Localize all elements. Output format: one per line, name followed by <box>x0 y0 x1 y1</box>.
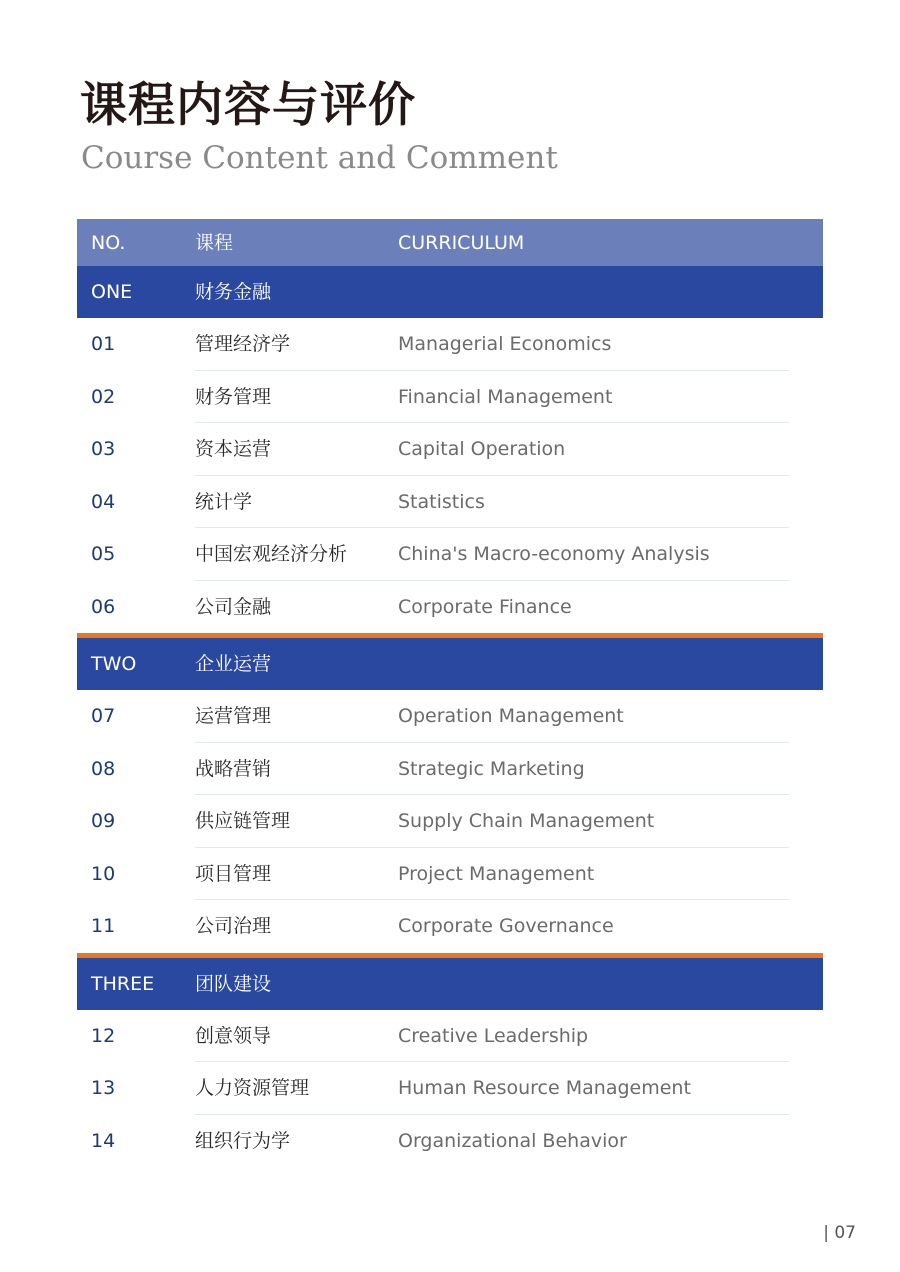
table-row <box>77 848 823 901</box>
course-number: 01 <box>91 333 116 355</box>
header-curriculum: CURRICULUM <box>398 232 525 254</box>
course-name-en: Operation Management <box>398 705 624 727</box>
section-one <box>77 266 823 633</box>
course-name-zh: 创意领导 <box>195 1024 272 1047</box>
section-number: ONE <box>91 281 133 303</box>
section-name: 财务金融 <box>195 281 272 303</box>
section-header <box>77 638 823 690</box>
course-name-zh: 供应链管理 <box>195 810 291 832</box>
course-name-zh: 公司金融 <box>195 595 272 618</box>
table-row <box>77 581 823 634</box>
table-row <box>77 900 823 953</box>
curriculum-table <box>77 219 823 1167</box>
table-row <box>77 795 823 848</box>
section-two <box>77 633 823 953</box>
course-name-zh: 组织行为学 <box>195 1129 291 1152</box>
course-number: 03 <box>91 438 116 460</box>
course-number: 09 <box>91 810 116 832</box>
section-number: TWO <box>91 653 137 675</box>
course-name-zh: 中国宏观经济分析 <box>195 543 348 565</box>
course-name-en: Project Management <box>398 862 595 885</box>
course-number: 02 <box>91 385 116 408</box>
course-number: 14 <box>91 1129 116 1152</box>
course-name-zh: 人力资源管理 <box>195 1077 310 1099</box>
section-name: 企业运营 <box>195 653 272 675</box>
section-number: THREE <box>91 972 155 995</box>
section-three <box>77 953 823 1168</box>
course-name-zh: 财务管理 <box>195 385 272 408</box>
page-number: | 07 <box>823 1223 856 1243</box>
course-number: 04 <box>91 490 116 513</box>
page-title: 课程内容与评价 <box>80 78 416 133</box>
header-no: NO. <box>91 232 126 254</box>
course-name-en: Managerial Economics <box>398 333 612 355</box>
course-name-zh: 项目管理 <box>195 862 272 885</box>
course-name-en: China's Macro-economy Analysis <box>398 543 710 565</box>
course-number: 10 <box>91 862 116 885</box>
course-number: 12 <box>91 1024 116 1047</box>
table-row <box>77 743 823 796</box>
course-name-zh: 运营管理 <box>195 705 272 727</box>
course-number: 07 <box>91 705 116 727</box>
course-name-en: Creative Leadership <box>398 1024 589 1047</box>
course-name-en: Supply Chain Management <box>398 810 655 832</box>
course-name-en: Statistics <box>398 490 485 513</box>
table-row <box>77 318 823 371</box>
course-name-zh: 战略营销 <box>195 757 272 780</box>
table-row <box>77 1010 823 1063</box>
course-name-en: Corporate Governance <box>398 915 614 937</box>
section-header <box>77 958 823 1010</box>
table-row <box>77 690 823 743</box>
course-number: 06 <box>91 595 116 618</box>
course-name-en: Capital Operation <box>398 438 566 460</box>
header-course: 课程 <box>195 232 234 254</box>
table-header <box>77 219 823 266</box>
table-row <box>77 1062 823 1115</box>
course-name-en: Corporate Finance <box>398 595 572 618</box>
course-name-en: Human Resource Management <box>398 1077 691 1099</box>
section-name: 团队建设 <box>195 972 272 995</box>
table-row <box>77 476 823 529</box>
course-number: 11 <box>91 915 116 937</box>
section-header <box>77 266 823 318</box>
course-name-en: Organizational Behavior <box>398 1129 627 1152</box>
course-name-zh: 统计学 <box>195 490 253 513</box>
course-name-zh: 管理经济学 <box>195 333 291 355</box>
course-number: 05 <box>91 543 116 565</box>
course-number: 08 <box>91 757 116 780</box>
course-name-zh: 公司治理 <box>195 915 272 937</box>
course-name-zh: 资本运营 <box>195 438 272 460</box>
table-row <box>77 1115 823 1168</box>
course-name-en: Financial Management <box>398 385 613 408</box>
course-number: 13 <box>91 1077 116 1099</box>
table-row <box>77 528 823 581</box>
table-row <box>77 371 823 424</box>
course-name-en: Strategic Marketing <box>398 757 585 780</box>
page-subtitle: Course Content and Comment <box>81 140 558 176</box>
table-row <box>77 423 823 476</box>
